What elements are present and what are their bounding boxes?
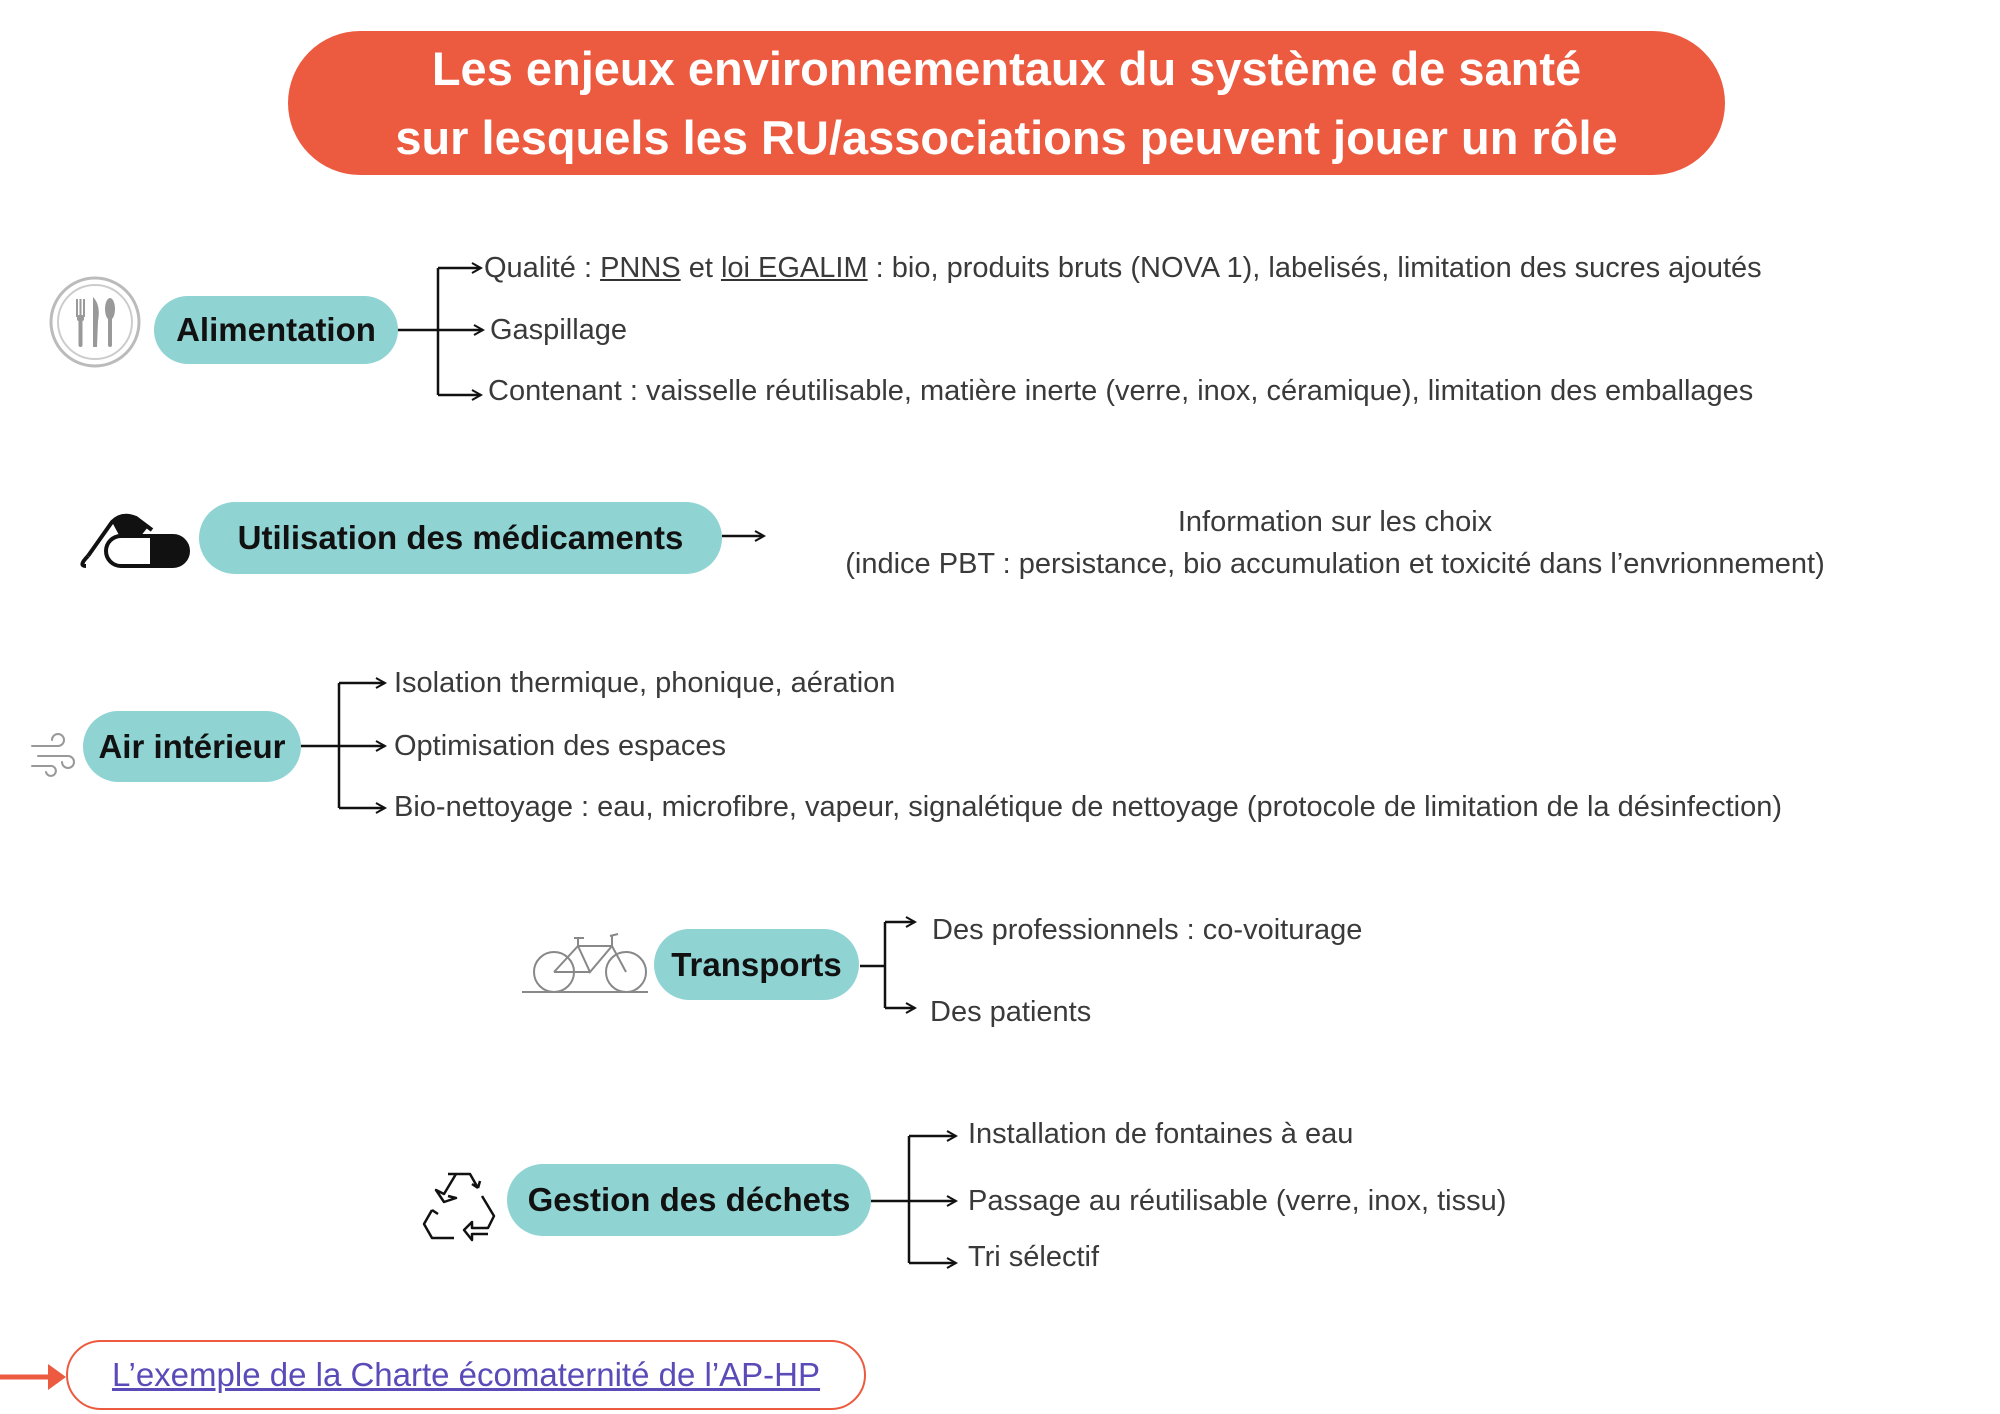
title-line-2: sur lesquels les RU/associations peuvent jouer un rôle [395,111,1618,164]
pills-icon [70,508,192,570]
dechets-item-fontaines: Installation de fontaines à eau [968,1118,1354,1150]
air-item-isolation: Isolation thermique, phonique, aération [394,667,896,699]
title-line-1: Les enjeux environnementaux du système de santé [431,42,1582,95]
recycle-icon [418,1166,500,1248]
plate-cutlery-icon [48,275,142,369]
medicaments-info-line-2: (indice PBT : persistance, bio accumulation et toxicité dans l’envrionnement) [845,548,1825,580]
transports-item-professionnels: Des professionnels : co-voiturage [932,914,1363,946]
wind-icon [28,730,80,782]
bicycle-icon [522,928,652,998]
category-dechets: Gestion des déchets [507,1164,871,1236]
dechets-item-tri: Tri sélectif [968,1241,1100,1273]
category-transports: Transports [654,929,859,1000]
dechets-item-reutilisable: Passage au réutilisable (verre, inox, tissu) [968,1185,1507,1217]
transports-item-patients: Des patients [930,996,1092,1028]
category-air: Air intérieur [83,711,301,782]
charte-link[interactable]: L’exemple de la Charte écomaternité de l’AP-HP [111,1356,821,1393]
air-item-bionettoyage: Bio-nettoyage : eau, microfibre, vapeur, signalétique de nettoyage (protocole de limitation de la désinfection) [394,791,1783,823]
egalim-link[interactable]: loi EGALIM [720,252,868,284]
air-item-optimisation: Optimisation des espaces [394,730,727,762]
charte-link-pill[interactable] [66,1340,866,1410]
alimentation-item-contenant: Contenant : vaisselle réutilisable, matière inerte (verre, inox, céramique), limitation des emballages [488,375,1754,407]
alimentation-item-qualite: Qualité : PNNS et loi EGALIM : bio, produits bruts (NOVA 1), labelisés, limitation des sucres ajoutés [484,252,1762,284]
category-medicaments: Utilisation des médicaments [199,502,722,574]
alimentation-item-gaspillage: Gaspillage [490,314,628,346]
pnns-link[interactable]: PNNS [600,252,681,284]
medicaments-info-line-1: Information sur les choix [1177,506,1493,538]
category-alimentation: Alimentation [154,296,398,364]
